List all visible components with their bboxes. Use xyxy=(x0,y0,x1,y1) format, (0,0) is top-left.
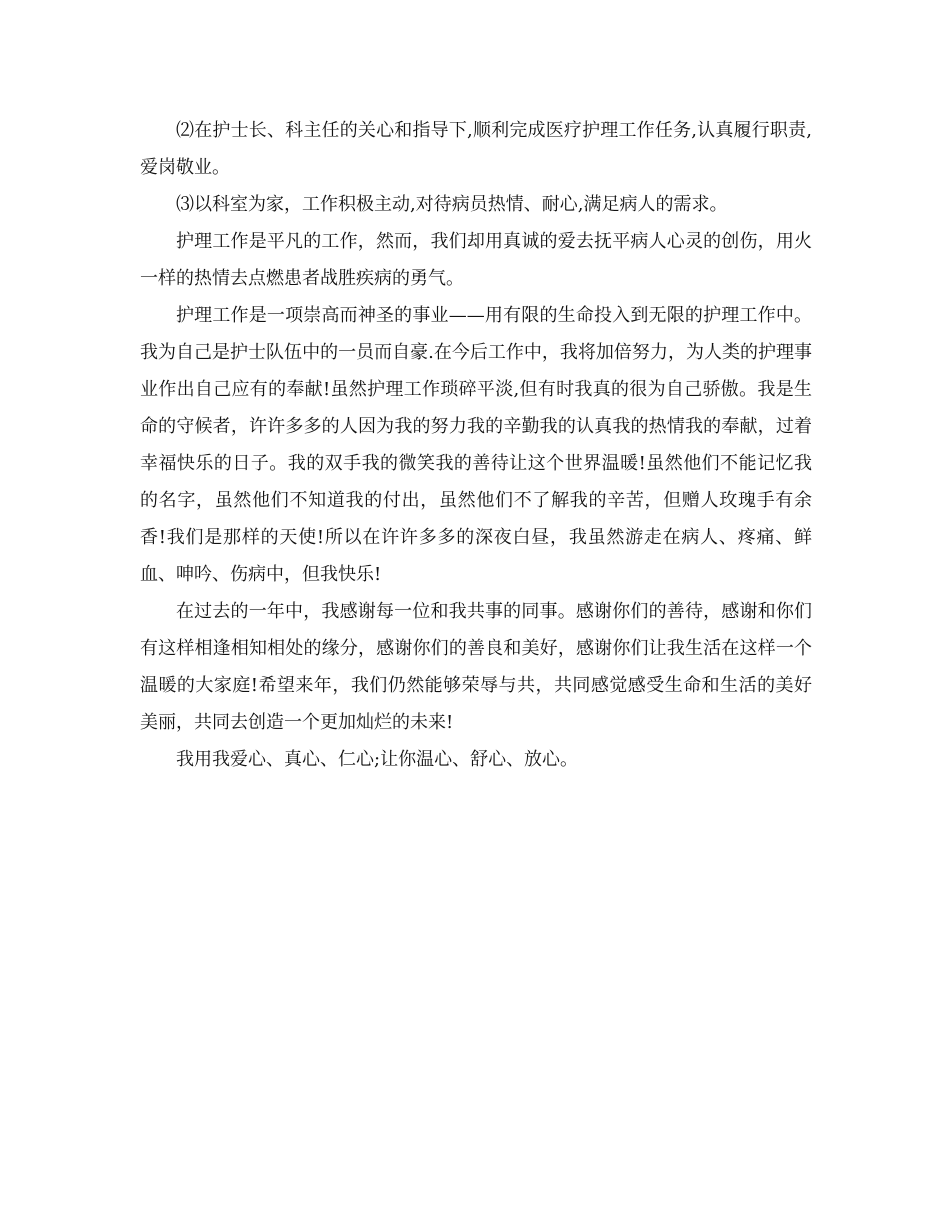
paragraph-6: 我用我爱心、真心、仁心;让你温心、舒心、放心。 xyxy=(176,749,579,770)
paragraph-4: 护理工作是一项崇高而神圣的事业——用有限的生命投入到无限的护理工作中。我为自己是护士队伍中的一员而自豪.在今后工作中，我将加倍努力，为人类的护理事业作出自己应有的奉献!虽然护理工作琐碎平淡,但有时我真的很为自己骄傲。我是生命的守候者，许许多多的人因为我的努力我的辛勤我的认真我的热情我的奉献，过着幸福快乐的日子。我的双手我的微笑我的善待让这个世界温暖!虽然他们不能记忆我的名字，虽然他们不知道我的付出，虽然他们不了解我的辛苦，但赠人玫瑰手有余香!我们是那样的天使!所以在许许多多的深夜白昼，我虽然游走在病人、疼痛、鲜血、呻吟、伤病中，但我快乐! xyxy=(140,305,812,585)
paragraph-2: ⑶以科室为家，工作积极主动,对待病员热情、耐心,满足病人的需求。 xyxy=(176,194,728,215)
paragraph-3: 护理工作是平凡的工作，然而，我们却用真诚的爱去抚平病人心灵的创伤，用火一样的热情去点燃患者战胜疾病的勇气。 xyxy=(140,231,812,289)
paragraph-1: ⑵在护士长、科主任的关心和指导下,顺利完成医疗护理工作任务,认真履行职责,爱岗敬业。 xyxy=(140,120,812,178)
document-body xyxy=(140,112,812,778)
paragraph-5: 在过去的一年中，我感谢每一位和我共事的同事。感谢你们的善待，感谢和你们有这样相逢相知相处的缘分，感谢你们的善良和美好，感谢你们让我生活在这样一个温暖的大家庭!希望来年，我们仍然能够荣辱与共，共同感觉感受生命和生活的美好美丽，共同去创造一个更加灿烂的未来! xyxy=(140,601,812,733)
